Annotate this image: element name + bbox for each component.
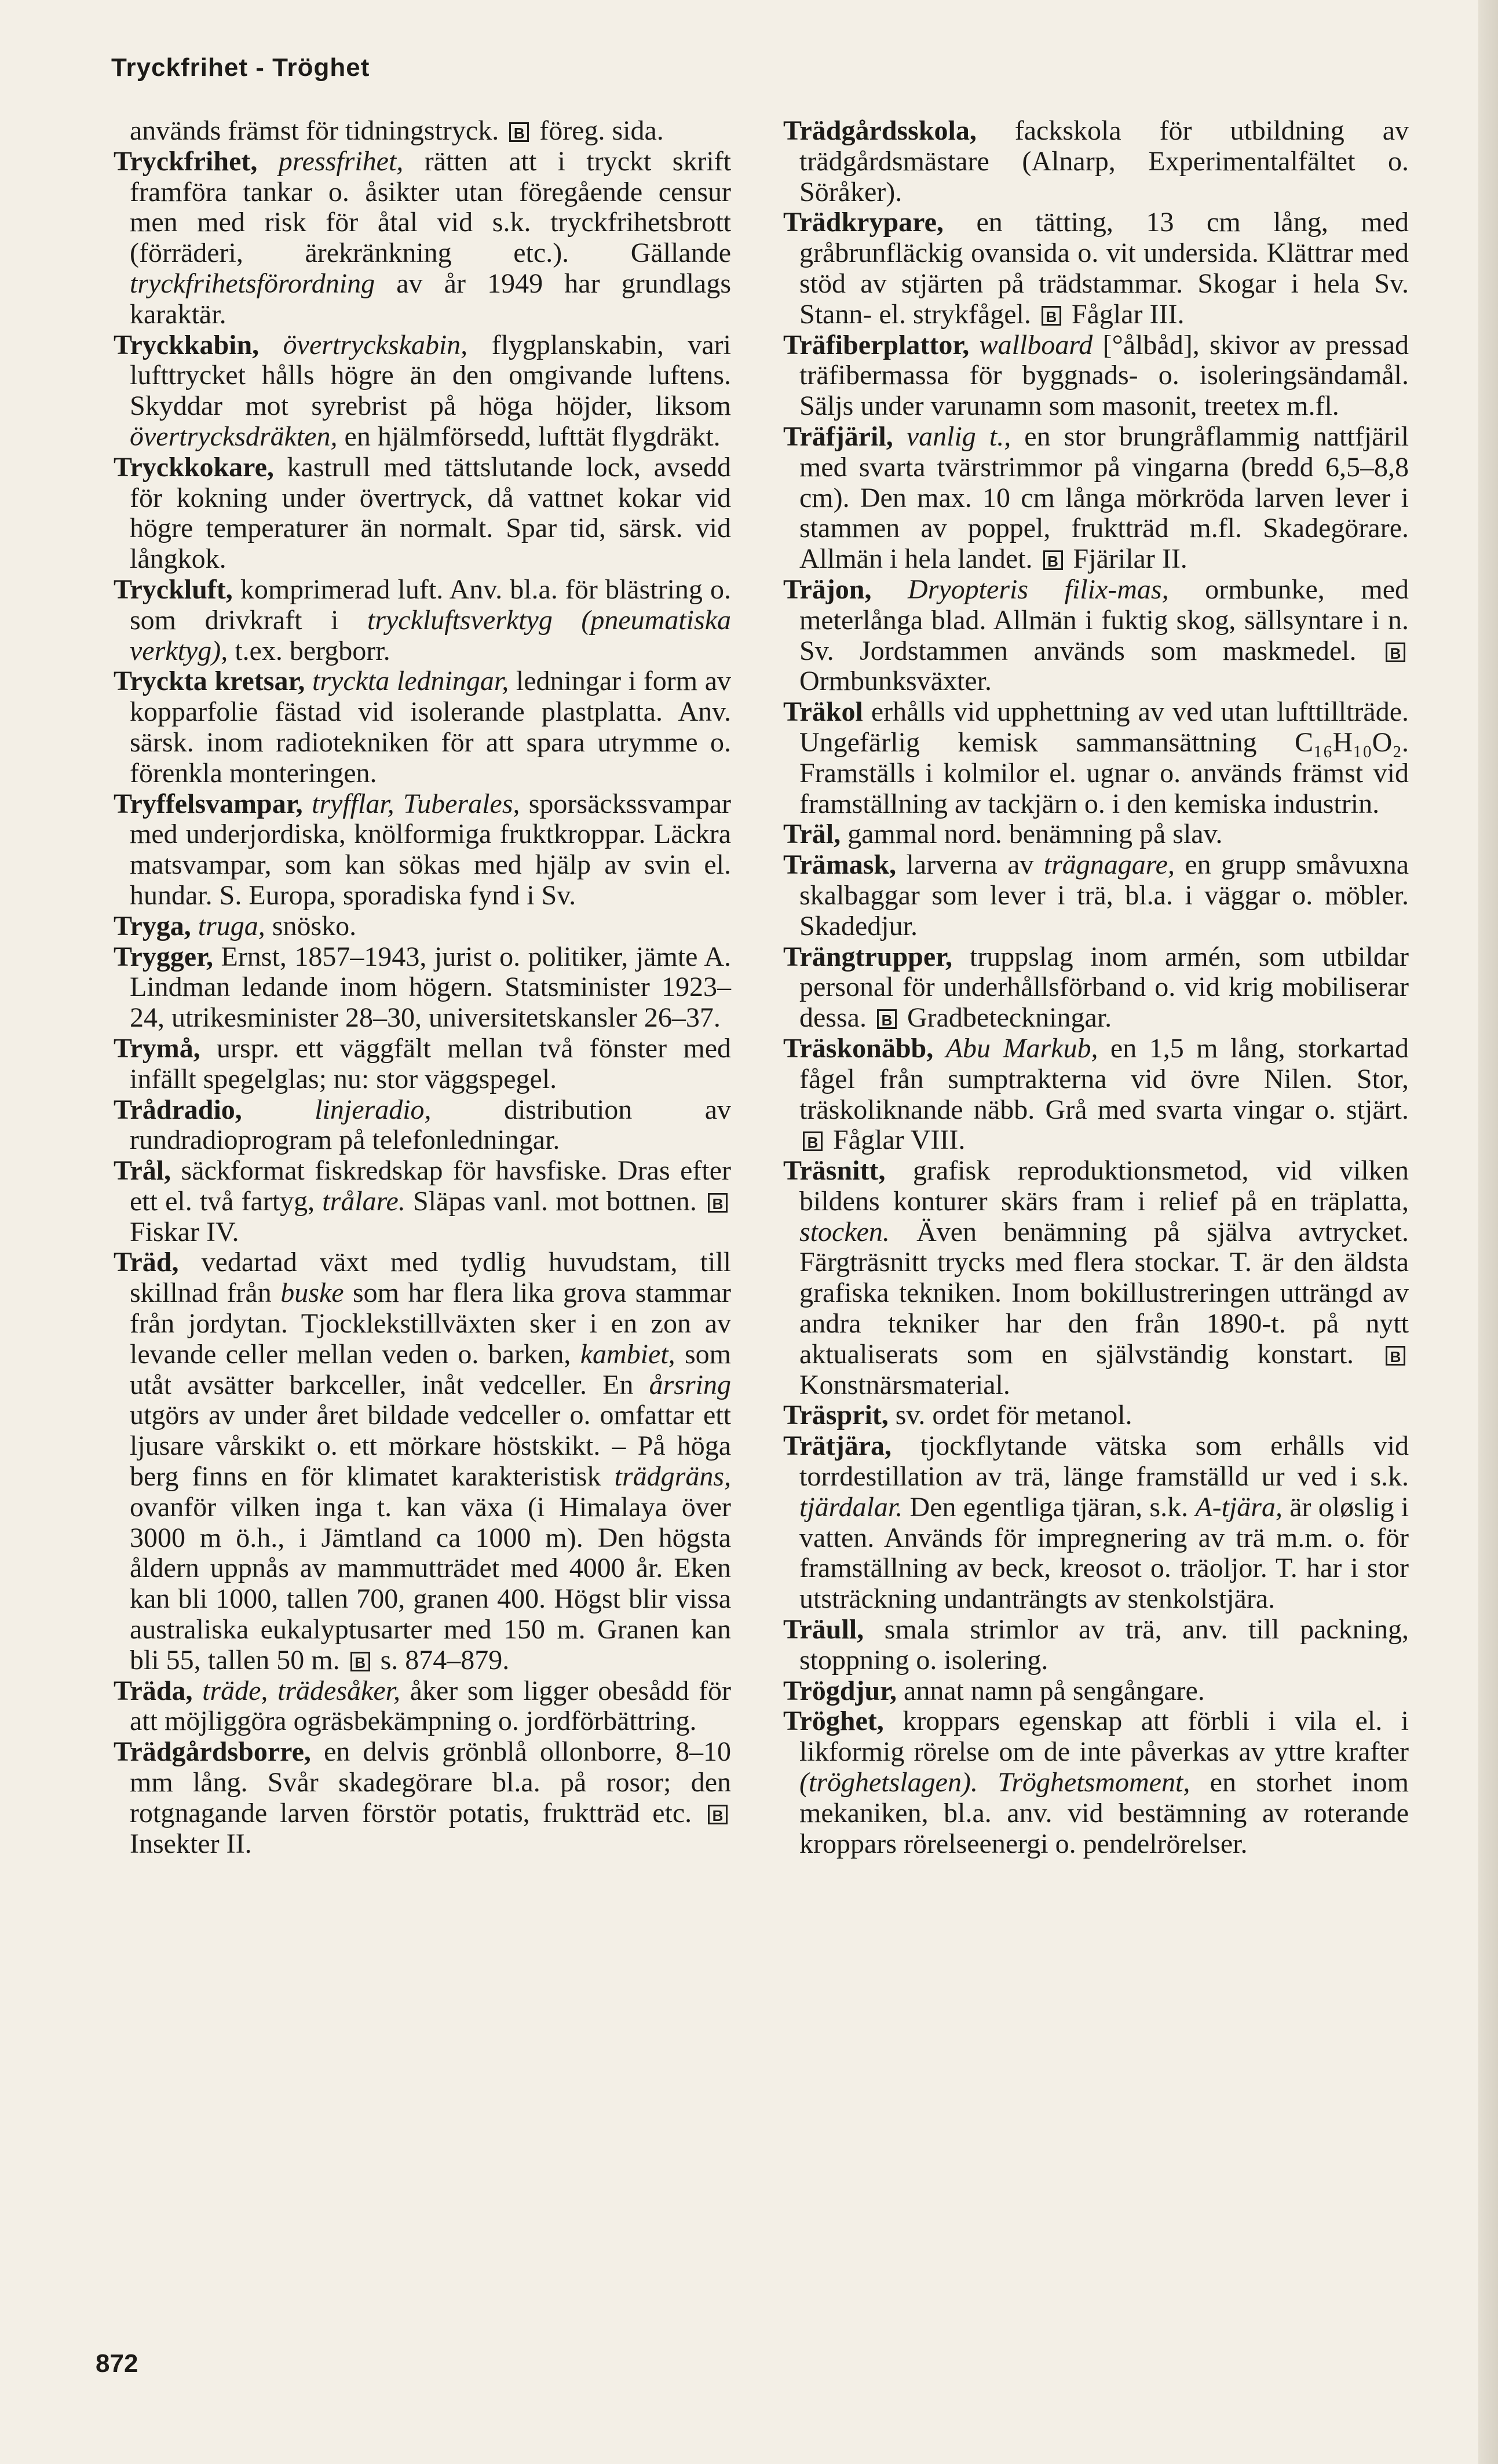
entry-headword: Träsprit, [783, 1400, 889, 1431]
entry-headword: Träfjäril, [783, 421, 893, 452]
entry-text: Fåglar VIII. [833, 1125, 966, 1156]
entry-variant: pressfrihet, [278, 145, 404, 177]
entry-text: ovanför vilken inga t. kan växa (i Himalaya över 3000 m ö.h., i Jämtland ca 1000 m). Den högsta åldern uppnås av mammutträdet med 4000 år. Eken kan bli 1000, tallen 700, granen 400. Högst blir vissa australiska eukalyptusarter med 150 m. Granen kan bli 55, tallen 50 m. [130, 1491, 731, 1675]
see-also-icon: B [1043, 550, 1063, 570]
entry-headword: Trögdjur, [783, 1675, 897, 1706]
entry-variant: vanlig t., [906, 421, 1011, 452]
dictionary-entry [114, 147, 731, 330]
entry-text: en grupp småvuxna skalbaggar som lever i trä, bl.a. i väggar o. möbler. Skadedjur. [799, 849, 1409, 941]
entry-term: A-tjära, [1195, 1491, 1283, 1523]
entry-text: erhålls vid upphettning av ved utan lufttillträde. Ungefärlig kemisk sammansättning C₁₆H₁₀O₂. Framställs i kolmilor el. ugnar o. används främst vid framställning av tackjärn o. i den kemiska industrin. [799, 696, 1409, 819]
dictionary-entry [783, 1156, 1409, 1400]
entry-text: kroppars egenskap att förbli i vila el. i likformig rörelse om de inte påverkas av yttre krafter [799, 1706, 1409, 1768]
entry-headword: Tryckta kretsar, [114, 666, 305, 697]
entry-headword: Träskonäbb, [783, 1032, 934, 1064]
entry-variant: tryfflar, Tuberales, [311, 788, 520, 819]
entry-term: trädgräns, [614, 1461, 732, 1492]
entry-text: används främst för tidningstryck. [130, 115, 499, 146]
entry-term: övertrycksdräkten, [130, 421, 338, 452]
entry-headword: Träsnitt, [783, 1155, 886, 1187]
see-also-icon: B [1042, 306, 1061, 326]
see-also-icon: B [1386, 1346, 1405, 1366]
entry-term: årsring [649, 1369, 731, 1400]
dictionary-entry [114, 1737, 731, 1859]
entry-headword: Trymå, [114, 1032, 200, 1064]
entry-headword: Träl, [783, 819, 841, 850]
see-also-icon: B [509, 122, 529, 142]
entry-term: tjärdalar. [799, 1491, 903, 1523]
entry-text: distribution av rundradioprogram på telefonledningar. [130, 1094, 731, 1156]
entry-term: buske [280, 1277, 344, 1309]
entry-text: sv. ordet för metanol. [895, 1400, 1132, 1431]
dictionary-entry [114, 1156, 731, 1247]
dictionary-entry [783, 819, 1409, 850]
dictionary-entry [783, 575, 1409, 697]
entry-term: (tröghetslagen). Tröghetsmoment, [799, 1767, 1190, 1798]
entry-text: smala strimlor av trä, anv. till packning, stoppning o. isolering. [799, 1614, 1409, 1675]
entry-text: säckformat fiskredskap för havsfiske. Dras efter ett el. två fartyg, [130, 1155, 732, 1217]
dictionary-entry [114, 666, 731, 789]
entry-term: trålare. [322, 1185, 405, 1217]
dictionary-entry [783, 1615, 1409, 1676]
entry-text: truppslag inom armén, som utbildar personal för underhållsförband o. vid krig mobiliserar dessa. [799, 941, 1409, 1034]
entry-text: Ernst, 1857–1943, jurist o. politiker, jämte A. Lindman ledande inom högern. Statsminister 1923–24, utrikesminister 28–30, universitetskansler 26–37. [130, 941, 731, 1034]
entry-text: en storhet inom mekaniken, bl.a. anv. vid bestämning av roterande kroppars rörelseenergi o. pendelrörelser. [799, 1767, 1409, 1859]
entry-text: som har flera lika grova stammar från jordytan. Tjocklekstillväxten sker i en zon av levande celler mellan veden o. barken, [130, 1277, 732, 1370]
entry-headword: Trädgårdsborre, [114, 1736, 311, 1768]
entry-text: en tätting, 13 cm lång, med gråbrunfläckig ovansida o. vit undersida. Klättrar med stöd av stjärten på trädstammar. Skogar i hela Sv. Stann- el. strykfågel. [799, 207, 1409, 330]
dictionary-entry [114, 1676, 731, 1737]
entry-headword: Tryckkokare, [114, 451, 274, 483]
entry-text: en stor brungråflammig nattfjäril med svarta tvärstrimmor på vingarna (bredd 6,5–8,8 cm). Den max. 10 cm långa mörkröda larven lever i stammen av poppel, fruktträd m.fl. Skadegörare. Allmän i hela landet. [799, 421, 1409, 575]
entry-text: Den egentliga tjäran, s.k. [909, 1491, 1189, 1523]
entry-variant: träde, trädesåker, [202, 1675, 401, 1706]
entry-variant: truga, [198, 910, 265, 941]
entry-headword: Trådradio, [114, 1094, 242, 1125]
entry-term: tryckfrihetsförordning [130, 268, 375, 299]
entry-text: är oløslig i vatten. Används för impregnering av trä m.m. o. för framställning av beck, kreosot o. träoljor. T. har i stor utsträckning undanträngts av stenkolstjära. [799, 1491, 1409, 1615]
entry-text: Även benämning på själva avtrycket. Färgträsnitt trycks med flera stockar. T. är den äldsta grafiska tekniken. Inom bokillustreringen utträngd av andra tekniker har den från 1890-t. på nytt aktualiserats som en självständig konstart. [799, 1216, 1409, 1370]
entry-text: Fiskar IV. [130, 1216, 239, 1247]
entry-headword: Tryckluft, [114, 574, 233, 605]
entry-text: en 1,5 m lång, storkartad fågel från sumptrakterna vid övre Nilen. Stor, träskoliknande näbb. Grå med svarta vingar o. stjärt. [799, 1032, 1409, 1125]
dictionary-entry [114, 1247, 731, 1675]
see-also-icon: B [708, 1193, 728, 1213]
entry-headword: Trämask, [783, 849, 897, 881]
entry-headword: Träda, [114, 1675, 193, 1706]
entry-text: utgörs av under året bildade vedceller o. omfattar ett ljusare vårskikt o. ett mörkare höstskikt. – På höga berg finns en för klimatet karakteristisk [130, 1400, 731, 1492]
entry-text: larverna av [906, 849, 1034, 881]
entry-headword: Trål, [114, 1155, 171, 1187]
entry-variant: Dryopteris filix-mas, [908, 574, 1169, 605]
dictionary-entry [783, 1706, 1409, 1859]
page-number: 872 [96, 2349, 138, 2378]
dictionary-entry [114, 575, 731, 666]
entry-headword: Träd, [114, 1247, 179, 1278]
entry-text: en delvis grönblå ollonborre, 8–10 mm lång. Svår skadegörare bl.a. på rosor; den rotgnagande larven förstör potatis, fruktträd etc. [130, 1736, 732, 1828]
entry-text: föreg. sida. [539, 115, 664, 146]
dictionary-entry [783, 1431, 1409, 1615]
entry-headword: Tröghet, [783, 1706, 884, 1737]
entry-text: Ormbunksväxter. [799, 666, 992, 697]
entry-text: en hjälmförsedd, lufttät flygdräkt. [344, 421, 721, 452]
entry-text: som utåt avsätter barkceller, inåt vedceller. En [130, 1338, 732, 1400]
dictionary-entry [783, 1400, 1409, 1431]
dictionary-entry [783, 330, 1409, 422]
entry-text: komprimerad luft. Anv. bl.a. för blästring o. som drivkraft i [130, 574, 731, 636]
entry-text: åker som ligger obesådd för att möjliggöra ogräsbekämpning o. jordförbättring. [130, 1675, 732, 1737]
dictionary-entry [783, 422, 1409, 575]
entry-text: Släpas vanl. mot bottnen. [412, 1185, 697, 1217]
entry-text: urspr. ett väggfält mellan två fönster med infällt spegelglas; nu: stor väggspegel. [130, 1032, 731, 1094]
right-column [783, 116, 1409, 1859]
entry-term: kambiet, [580, 1338, 675, 1370]
entry-headword: Träfiberplattor, [783, 329, 970, 360]
entry-text: Fjärilar II. [1073, 543, 1188, 575]
entry-headword: Träkol [783, 696, 863, 728]
dictionary-entry [783, 207, 1409, 330]
see-also-icon: B [350, 1652, 370, 1671]
entry-text: s. 874–879. [380, 1644, 510, 1675]
entry-headword: Trygger, [114, 941, 213, 972]
dictionary-entry [783, 1676, 1409, 1707]
entry-headword: Trängtrupper, [783, 941, 953, 972]
entry-text: fackskola för utbildning av trädgårdsmästare (Alnarp, Experimentalfältet o. Söråker). [799, 115, 1409, 207]
entry-headword: Tryckfrihet, [114, 145, 258, 177]
entry-text: ledningar i form av kopparfolie fästad vid isolerande plastplatta. Anv. särsk. inom radiotekniken för att spara utrymme o. förenkla monteringen. [130, 666, 731, 789]
entry-text: vedartad växt med tydlig huvudstam, till skillnad från [130, 1247, 731, 1309]
entry-term: trägnagare, [1043, 849, 1175, 881]
see-also-icon: B [708, 1805, 728, 1824]
entry-text: Gradbeteckningar. [907, 1002, 1112, 1034]
entry-variant: wallboard [979, 329, 1093, 360]
entry-text: grafisk reproduktionsmetod, vid vilken bildens konturer skärs fram i relief på en träplatta, [799, 1155, 1409, 1217]
entry-variant: linjeradio, [315, 1094, 432, 1125]
entry-text: av år 1949 har grundlags karaktär. [130, 268, 732, 330]
entry-text: ormbunke, med meterlånga blad. Allmän i fuktig skog, sällsyntare i n. Sv. Jordstammen används som maskmedel. [799, 574, 1409, 666]
entry-text: [°ålbåd], skivor av pressad träfibermassa för byggnads- o. isoleringsändamål. Säljs under varunamn som masonit, treetex m.fl. [799, 329, 1409, 422]
entry-text: Fåglar III. [1071, 298, 1185, 330]
entry-text: annat namn på sengångare. [904, 1675, 1205, 1706]
see-also-icon: B [1386, 643, 1405, 662]
dictionary-entry [114, 789, 731, 911]
dictionary-entry [114, 911, 731, 942]
entry-headword: Tryga, [114, 910, 191, 941]
dictionary-entry [114, 330, 731, 452]
dictionary-entry [783, 697, 1409, 819]
page-edge [1478, 0, 1498, 2464]
dictionary-entry [114, 452, 731, 575]
dictionary-entry [783, 116, 1409, 207]
dictionary-entry [783, 942, 1409, 1034]
entry-text: Konstnärsmaterial. [799, 1369, 1010, 1400]
entry-text: t.ex. bergborr. [235, 635, 390, 666]
running-header: Tryckfrihet - Tröghet [111, 53, 370, 82]
see-also-icon: B [803, 1131, 823, 1151]
entry-text: Insekter II. [130, 1828, 252, 1859]
dictionary-entry [783, 1034, 1409, 1156]
see-also-icon: B [877, 1009, 897, 1029]
entry-term: stocken. [799, 1216, 890, 1247]
entry-headword: Trädkrypare, [783, 207, 944, 238]
entry-text: gammal nord. benämning på slav. [847, 819, 1223, 850]
dictionary-entry [114, 1034, 731, 1095]
entry-text: flygplanskabin, vari lufttrycket hålls högre än den omgivande luftens. Skyddar mot syrebrist på höga höjder, liksom [130, 329, 731, 422]
entry-variant: Abu Markub, [945, 1032, 1098, 1064]
entry-headword: Trädgårdsskola, [783, 115, 977, 146]
dictionary-entry [114, 1095, 731, 1156]
entry-text: tjockflytande vätska som erhålls vid torrdestillation av trä, länge framställd ur ved i s.k. [799, 1430, 1409, 1492]
dictionary-entry [114, 116, 731, 147]
entry-text: kastrull med tättslutande lock, avsedd för kokning under övertryck, då vattnet kokar vid högre temperaturer än normalt. Spar tid, särsk. vid långkok. [130, 451, 731, 575]
entry-text: rätten att i tryckt skrift framföra tankar o. åsikter utan föregående censur men med risk för åtal vid s.k. tryckfrihetsbrott (förräderi, ärekränkning etc.). Gällande [130, 145, 732, 269]
entry-term: tryckluftsverktyg (pneumatiska verktyg), [130, 604, 731, 666]
dictionary-entry [783, 850, 1409, 941]
entry-headword: Träjon, [783, 574, 872, 605]
entry-variant: tryckta ledningar, [312, 666, 509, 697]
entry-headword: Tryckkabin, [114, 329, 260, 360]
entry-text: snösko. [272, 910, 357, 941]
entry-headword: Trätjära, [783, 1430, 892, 1462]
entry-headword: Tryffelsvampar, [114, 788, 303, 819]
left-column [114, 116, 731, 1859]
entry-text: sporsäckssvampar med underjordiska, knölformiga fruktkroppar. Läckra matsvampar, som kan sökas med hjälp av svin el. hundar. S. Europa, sporadiska fynd i Sv. [130, 788, 731, 911]
entry-variant: övertryckskabin, [283, 329, 468, 360]
dictionary-entry [114, 942, 731, 1034]
entry-headword: Träull, [783, 1614, 864, 1645]
